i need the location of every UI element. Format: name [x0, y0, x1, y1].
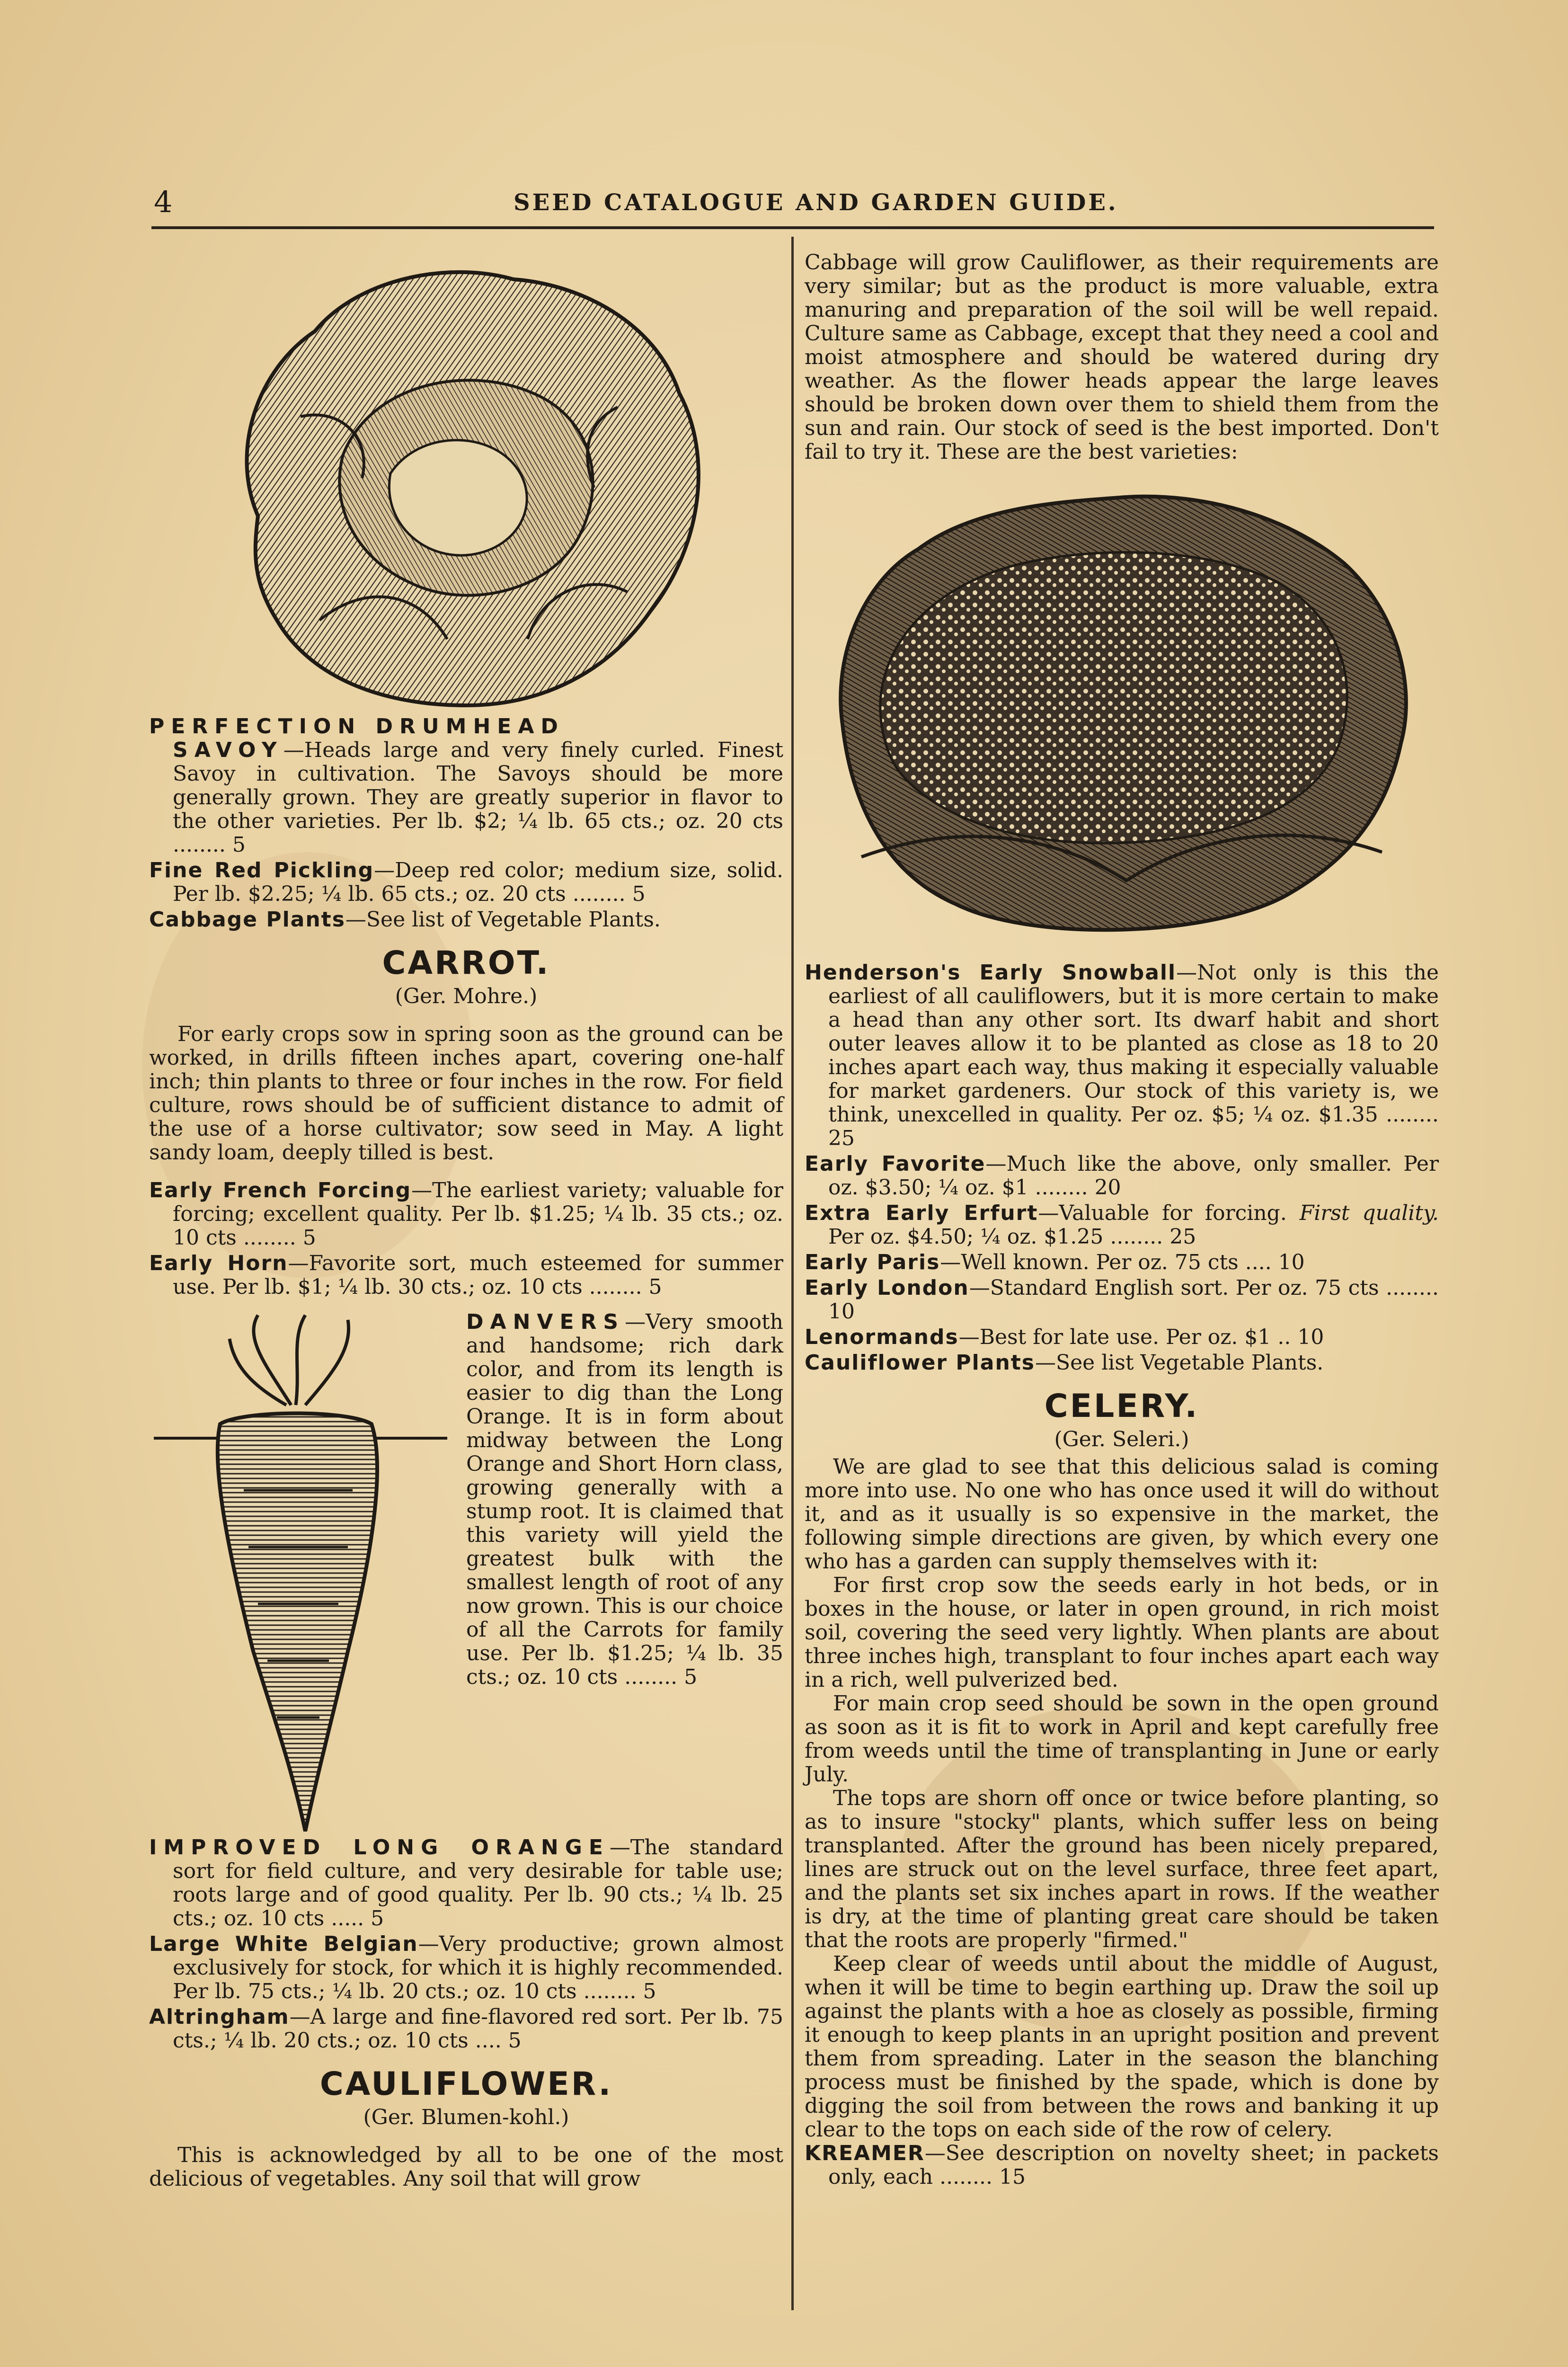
early-paris-desc: —Well known. Per oz. 75 cts	[940, 1250, 1239, 1274]
celery-paragraph-2: For first crop sow the seeds early in hot beds, or in boxes in the house, or later in open ground, in rich moist soil, covering the seed very lightly. When plants are about three inches high, transplant to four inches apart each way in a rich, well pulverized bed.	[805, 1573, 1439, 1692]
early-french-entry: Early French Forcing—The earliest variety; valuable for forcing; excellent quality. Per lb. $1.25; ¼ lb. 35 cts.; oz. 10 cts ........ 5	[149, 1178, 784, 1250]
early-horn-name: Early Horn	[149, 1251, 288, 1275]
fine-red-price: 5	[632, 882, 646, 906]
extra-early-entry: Extra Early Erfurt—Valuable for forcing. First quality. Per oz. $4.50; ¼ oz. $1.25 ........ 25	[805, 1201, 1439, 1249]
large-white-desc: —Very productive; grown almost exclusively for stock, for which it is highly recommended. Per lb. 75 cts.; ¼ lb. 20 cts.; oz. 10 cts	[173, 1932, 784, 2003]
snowball-entry: Henderson's Early Snowball—Not only is this the earliest of all cauliflowers, but it is more certain to make a head than any other sort. Its dwarf habit and short outer leaves allow it to be planted as close as 18 to 20 inches apart each way, thus making it especially valuable for market gardeners. Our stock of this variety is, we think, unexcelled in quality. Per oz. $5; ¼ oz. $1.35 ........ 25	[805, 961, 1439, 1150]
snowball-price: 25	[828, 1126, 855, 1150]
improved-long-entry: IMPROVED LONG ORANGE—The standard sort for field culture, and very desirable for table use; roots large and of good quality. Per lb. 90 cts.; ¼ lb. 25 cts.; oz. 10 cts ..... 5	[149, 1835, 783, 1931]
kreamer-desc: —See description on novelty sheet; in packets only, each	[828, 2141, 1439, 2189]
savoy-price: 5	[232, 833, 246, 857]
carrot-title: CARROT.	[382, 944, 550, 982]
altringham-name: Altringham	[149, 2005, 290, 2029]
extra-early-quality: First quality.	[1299, 1201, 1439, 1225]
cabbage-plants-name: Cabbage Plants	[149, 908, 345, 932]
savoy-cabbage-illustration	[201, 251, 731, 715]
cauliflower-illustration	[824, 478, 1420, 952]
early-favorite-entry: Early Favorite—Much like the above, only smaller. Per oz. $3.50; ¼ oz. $1 ........ 20	[805, 1152, 1439, 1200]
running-title: SEED CATALOGUE AND GARDEN GUIDE.	[514, 189, 1118, 216]
lenormands-desc: —Best for late use. Per oz. $1	[958, 1325, 1271, 1349]
cabbage-plants-desc: —See list of Vegetable Plants.	[345, 908, 661, 932]
cauliflower-plants-desc: —See list Vegetable Plants.	[1035, 1351, 1324, 1375]
cabbage-plants-entry	[149, 908, 783, 932]
right-column	[805, 251, 1439, 2191]
danvers-name: DANVERS	[466, 1310, 625, 1334]
header-rule	[151, 226, 1434, 229]
early-horn-entry: Early Horn—Favorite sort, much esteemed for summer use. Per lb. $1; ¼ lb. 30 cts.; oz. 10 cts ........ 5	[149, 1251, 783, 1299]
savoy-name-2: SAVOY	[173, 738, 283, 762]
lenormands-entry: Lenormands—Best for late use. Per oz. $1 .. 10	[805, 1325, 1324, 1349]
early-london-desc: —Standard English sort. Per oz. 75 cts	[969, 1276, 1379, 1300]
cauliflower-subtitle: (Ger. Blumen-kohl.)	[363, 2105, 569, 2129]
savoy-entry: PERFECTION DRUMHEAD SAVOY—Heads large and very finely curled. Finest Savoy in cultivation. The Savoys should be more generally grown. They are greatly superior in flavor to the other varieties. Per lb. $2; ¼ lb. 65 cts.; oz. 20 cts ........ 5	[149, 714, 783, 857]
left-column	[149, 251, 783, 2191]
cauliflower-plants-entry	[805, 1351, 1439, 1375]
fine-red-desc: —Deep red color; medium size, solid. Per lb. $2.25; ¼ lb. 65 cts.; oz. 20 cts	[173, 858, 784, 906]
early-horn-price: 5	[648, 1275, 662, 1299]
early-favorite-name: Early Favorite	[805, 1152, 986, 1176]
carrot-illustration	[149, 1310, 452, 1836]
extra-early-desc: —Valuable for forcing.	[1038, 1201, 1287, 1225]
kreamer-name: KREAMER	[805, 2141, 925, 2165]
snowball-desc: —Not only is this the earliest of all cauliflowers, but it is more certain to make a head than any other sort. Its dwarf habit and short outer leaves allow it to be planted as close as 18 to 20 inches apart each way, thus making it especially valuable for market gardeners. Our stock of this variety is, we think, unexcelled in quality. Per oz. $5; ¼ oz. $1.35	[828, 961, 1439, 1127]
lenormands-price: 10	[1297, 1325, 1324, 1349]
celery-paragraph-3: For main crop seed should be sown in the open ground as soon as it is fit to work in April and kept carefully free from weeds until the time of transplanting in June or early July.	[805, 1691, 1439, 1787]
cauliflower-intro: This is acknowledged by all to be one of the most delicious of vegetables. Any soil that will grow	[149, 2143, 783, 2191]
carrot-intro: For early crops sow in spring soon as the ground can be worked, in drills fifteen inches apart, covering one-half inch; thin plants to three or four inches in the row. For field culture, rows should be of sufficient distance to admit of the use of a horse cultivator; sow seed in May. A light sandy loam, deeply tilled is best.	[149, 1022, 783, 1165]
early-paris-price: 10	[1278, 1250, 1305, 1274]
savoy-name-1: PERFECTION DRUMHEAD	[149, 714, 565, 739]
altringham-entry: Altringham—A large and fine-flavored red sort. Per lb. 75 cts.; ¼ lb. 20 cts.; oz. 10 cts .... 5	[149, 2005, 783, 2053]
danvers-entry: DANVERS—Very smooth and handsome; rich dark color, and from its length is easier to dig than the Long Orange. It is in form about midway between the Long Orange and Short Horn class, growing generally with a stump root. It is claimed that this variety will yield the greatest bulk with the smallest length of root of any now grown. This is our choice of all the Carrots for family use. Per lb. $1.25; ¼ lb. 35 cts.; oz. 10 cts ........ 5	[466, 1310, 783, 1689]
large-white-price: 5	[643, 1979, 656, 2003]
danvers-desc: —Very smooth and handsome; rich dark color, and from its length is easier to dig than the Long Orange. It is in form about midway between the Long Orange and Short Horn class, growing generally with a stump root. It is claimed that this variety will yield the greatest bulk with the smallest length of root of any now grown. This is our choice of all the Carrots for family use. Per lb. $1.25; ¼ lb. 35 cts.; oz. 10 cts	[466, 1310, 783, 1689]
danvers-price: 5	[684, 1665, 698, 1689]
early-favorite-price: 20	[1094, 1175, 1121, 1200]
kreamer-price: 15	[999, 2165, 1026, 2189]
altringham-price: 5	[508, 2029, 522, 2053]
early-french-desc: —The earliest variety; valuable for forcing; excellent quality. Per lb. $1.25; ¼ lb. 35 cts.; oz. 10 cts	[173, 1178, 784, 1250]
large-white-entry: Large White Belgian—Very productive; grown almost exclusively for stock, for which it is highly recommended. Per lb. 75 cts.; ¼ lb. 20 cts.; oz. 10 cts ........ 5	[149, 1932, 784, 2003]
large-white-name: Large White Belgian	[149, 1932, 418, 1956]
savoy-desc: —Heads large and very finely curled. Finest Savoy in cultivation. The Savoys should be more generally grown. They are greatly superior in flavor to the other varieties. Per lb. $2; ¼ lb. 65 cts.; oz. 20 cts	[173, 738, 783, 833]
early-french-name: Early French Forcing	[149, 1178, 412, 1202]
page-number: 4	[154, 185, 173, 219]
cauliflower-continued: Cabbage will grow Cauliflower, as their requirements are very similar; but as the product is more valuable, extra manuring and preparation of the soil will be well repaid. Culture same as Cabbage, except that they need a cool and moist atmosphere and should be watered during dry weather. As the flower heads appear the large leaves should be broken down over them to shield them from the sun and rain. Our stock of seed is the best imported. Don't fail to try it. These are the best varieties:	[805, 250, 1439, 464]
early-french-price: 5	[302, 1226, 316, 1250]
improved-long-desc: —The standard sort for field culture, and very desirable for table use; roots large and of good quality. Per lb. 90 cts.; ¼ lb. 25 cts.; oz. 10 cts	[173, 1835, 783, 1931]
improved-long-name: IMPROVED LONG ORANGE	[149, 1835, 610, 1860]
early-london-price: 10	[828, 1299, 855, 1324]
altringham-desc: —A large and fine-flavored red sort. Per lb. 75 cts.; ¼ lb. 20 cts.; oz. 10 cts	[173, 2005, 783, 2053]
carrot-subtitle: (Ger. Mohre.)	[395, 984, 538, 1008]
celery-paragraph-5: Keep clear of weeds until about the middle of August, when it will be time to begin earthing up. Draw the soil up against the plants with a hoe as closely as possible, firming it enough to keep plants in an upright position and prevent them from spreading. Later in the season the blanching process must be finished by the spade, which is done by digging the soil from between the rows and banking it up clear to the tops on each side of the row of celery.	[805, 1952, 1439, 2142]
kreamer-entry: KREAMER—See description on novelty sheet; in packets only, each ........ 15	[805, 2141, 1439, 2189]
fine-red-entry: Fine Red Pickling—Deep red color; medium size, solid. Per lb. $2.25; ¼ lb. 65 cts.; oz. 20 cts ........ 5	[149, 858, 784, 906]
early-paris-name: Early Paris	[805, 1250, 940, 1274]
early-london-name: Early London	[805, 1276, 969, 1300]
celery-title: CELERY.	[1044, 1388, 1199, 1425]
column-rule	[791, 237, 794, 2310]
lenormands-name: Lenormands	[805, 1325, 959, 1349]
early-favorite-desc: —Much like the above, only smaller. Per oz. $3.50; ¼ oz. $1	[828, 1152, 1439, 1200]
improved-long-price: 5	[371, 1906, 384, 1931]
cauliflower-plants-name: Cauliflower Plants	[805, 1351, 1035, 1375]
early-horn-desc: —Favorite sort, much esteemed for summer use. Per lb. $1; ¼ lb. 30 cts.; oz. 10 cts	[173, 1251, 783, 1299]
early-paris-entry: Early Paris—Well known. Per oz. 75 cts .... 10	[805, 1250, 1305, 1274]
celery-paragraph-4: The tops are shorn off once or twice before planting, so as to insure "stocky" plants, which suffer less on being transplanted. After the ground has been nicely prepared, lines are struck out on the level surface, three feet apart, and the plants set six inches apart in rows. If the weather is dry, at the time of planting great care should be taken that the roots are properly "firmed."	[805, 1786, 1439, 1952]
cauliflower-title: CAULIFLOWER.	[319, 2065, 613, 2103]
danvers-block	[149, 1310, 783, 1836]
early-london-entry: Early London—Standard English sort. Per oz. 75 cts ........ 10	[805, 1276, 1439, 1324]
snowball-name: Henderson's Early Snowball	[805, 961, 1177, 985]
extra-early-desc-2: Per oz. $4.50; ¼ oz. $1.25	[828, 1225, 1104, 1249]
extra-early-name: Extra Early Erfurt	[805, 1201, 1038, 1225]
celery-paragraph-1: We are glad to see that this delicious salad is coming more into use. No one who has once used it will do without it, and as it usually is so expensive in the market, the following simple directions are given, by which every one who has a garden can supply themselves with it:	[805, 1455, 1439, 1574]
fine-red-name: Fine Red Pickling	[149, 858, 374, 882]
extra-early-price: 25	[1169, 1225, 1196, 1249]
celery-subtitle: (Ger. Seleri.)	[1054, 1427, 1189, 1451]
